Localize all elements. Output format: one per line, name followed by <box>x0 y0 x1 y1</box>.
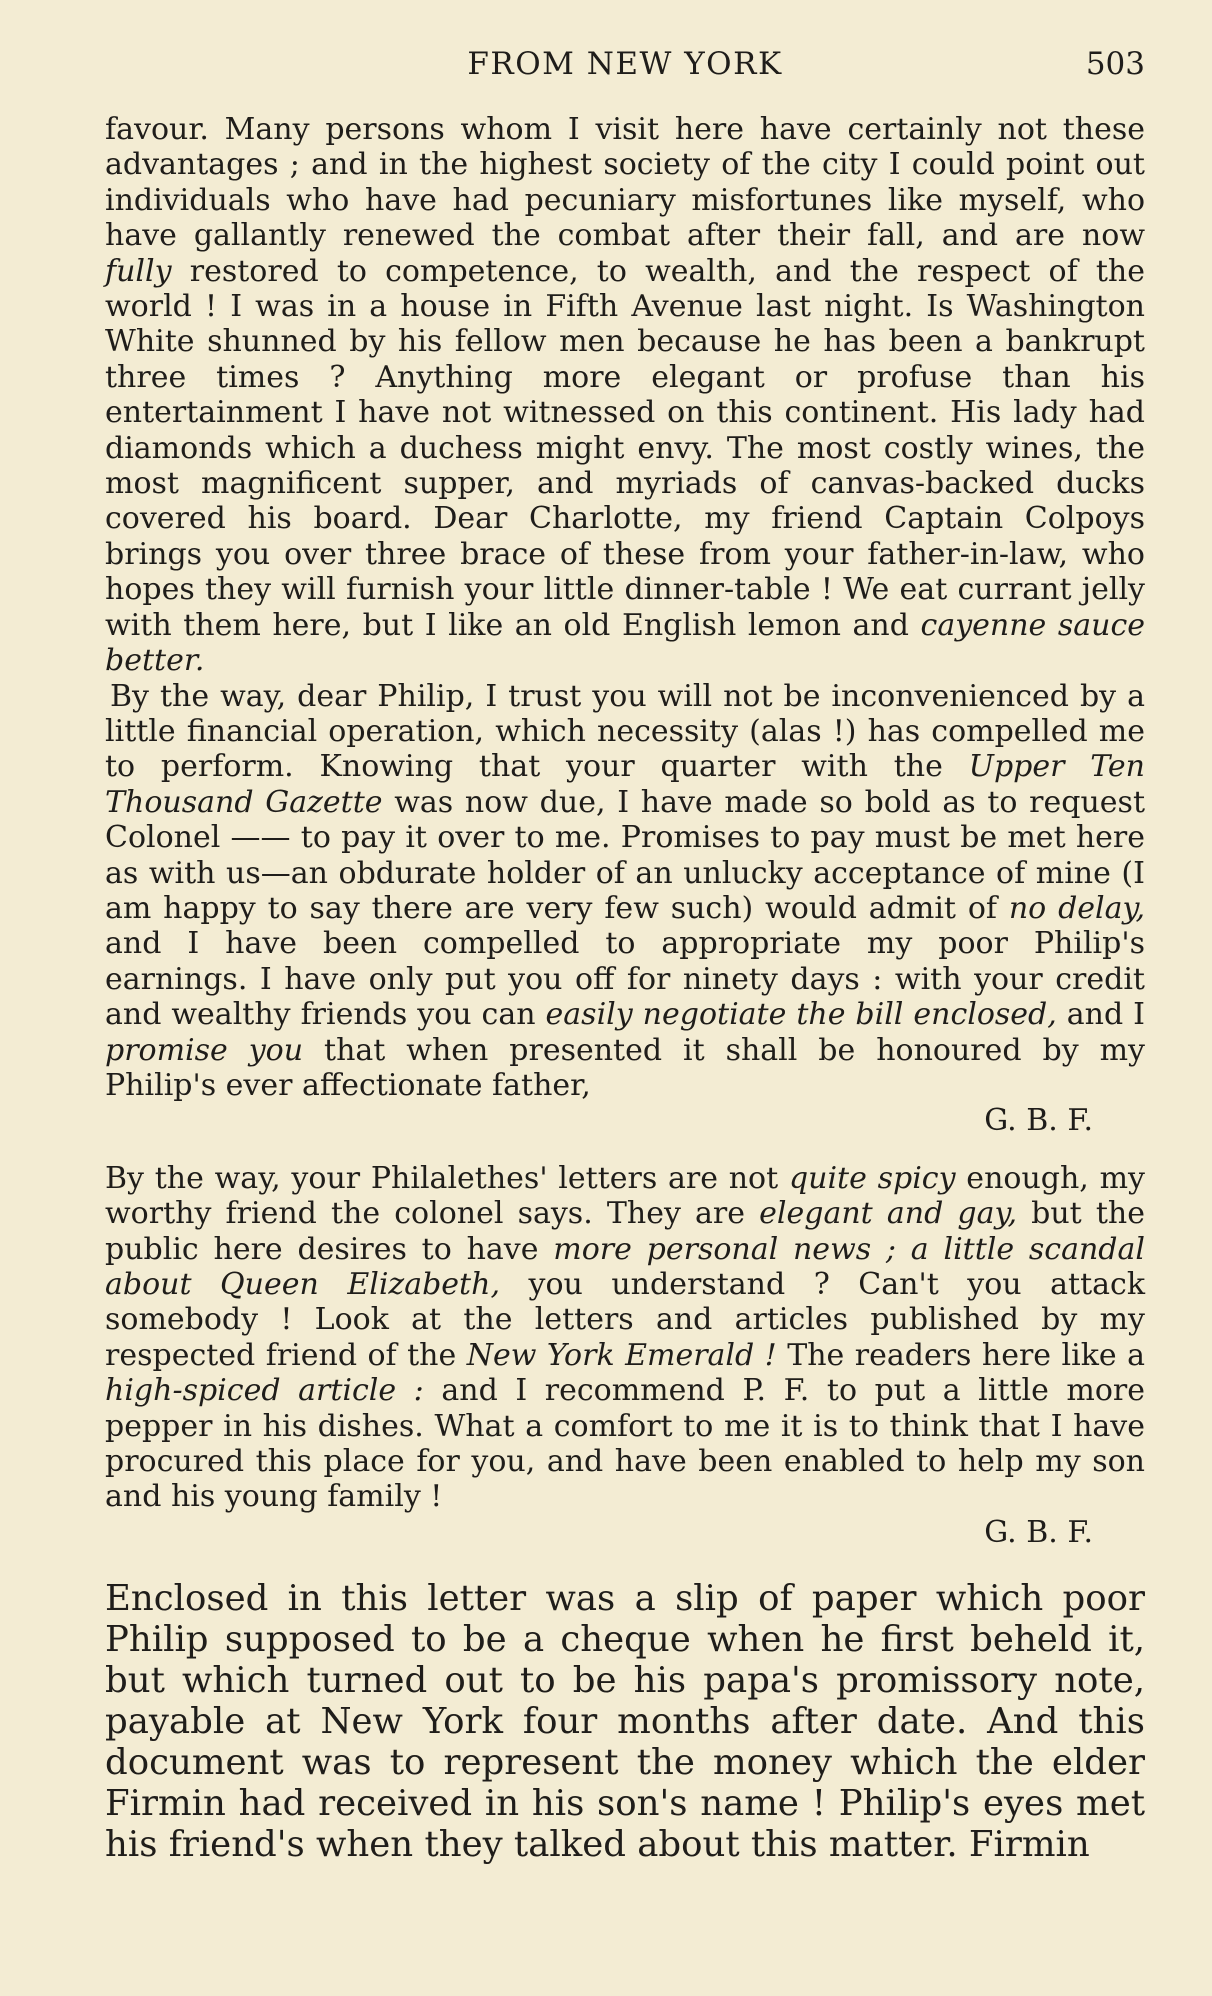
italic-text: elegant and gay, <box>759 1196 1017 1232</box>
postscript-paragraph <box>105 1161 1145 1515</box>
text-run: restored to competence, to wealth, and the respect of the world ! I was in a house in Fifth Avenue last night. Is Washington White shunned by his fellow men because he has been a bankrupt three times ? Anything more elegant or profuse than his entertainment I have not witnessed on this continent. His lady had diamonds which a duchess might envy. The most costly wines, the most magnificent supper, and myriads of canvas-backed ducks covered his board. Dear Charlotte, my friend Captain Colpoys brings you over three brace of these from your father-in-law, who hopes they will furnish your little dinner-table ! We eat currant jelly with them here, but I like an old English lemon and <box>105 253 1145 643</box>
italic-text: promise you <box>105 1032 304 1068</box>
postscript-signature: G. B. F. <box>984 1514 1093 1550</box>
running-title: FROM NEW YORK <box>467 46 783 82</box>
italic-text: easily negotiate the bill enclosed, <box>545 997 1057 1033</box>
text-run: but the public here desires to have <box>105 1196 1145 1267</box>
text-run: and I recommend P. F. to put a little more pepper in his dishes. What a comfort to me it is to think that I have procured this place for you, and have been enabled to help my son and his young family ! <box>105 1373 1145 1515</box>
running-head <box>105 38 1145 88</box>
italic-text: quite spicy <box>788 1160 956 1196</box>
italic-text: no delay, <box>1008 890 1146 926</box>
narrative-paragraph: Enclosed in this letter was a slip of paper which poor Philip supposed to be a cheque when he first beheld it, but which turned out to be his papa's promissory note, payable at New York four months after date. And this document was to represent the money which the elder Firmin had received in his son's name ! Philip's eyes met his friend's when they talked about this matter. Firmin <box>105 1578 1145 1865</box>
text-run: enough, my worthy friend the colonel says. They are <box>105 1160 1145 1232</box>
italic-text: Upper Ten Thousand Gazette <box>105 749 1146 820</box>
signature: G. B. F. <box>984 1103 1093 1139</box>
letter-body <box>105 112 1145 1550</box>
italic-text: high-spiced article : <box>105 1373 424 1409</box>
text-run: and I <box>1056 997 1145 1033</box>
text-run: and I have been compelled to appropriate my poor Philip's earnings. I have only put you off for ninety days : with your credit and wealthy friends you can <box>105 926 1145 1033</box>
letter-paragraph-1 <box>105 112 1145 679</box>
page-number: 503 <box>1085 46 1145 82</box>
text-run: you understand ? Can't you attack somebody ! Look at the letters and articles published by my respected friend of the <box>105 1267 1146 1373</box>
text-run: that when presented it shall be honoured by my Philip's ever affectionate father, <box>105 1032 1145 1103</box>
text-run: was now due, I have made so bold as to request Colonel —— to pay it over to me. Promises to pay must be met here as with us—an obdurate holder of an unlucky acceptance of mine (I am happy to say there are very few such) would admit of <box>105 784 1145 926</box>
italic-text: New York Emerald ! <box>466 1337 777 1373</box>
text-run: By the way, your Philalethes' letters are not <box>105 1160 789 1196</box>
text-run: By the way, dear Philip, I trust you will not be inconvenienced by a little financial operation, which necessity (alas !) has compelled me to perform. Knowing that your quarter with the <box>105 678 1145 785</box>
text-run: favour. Many persons whom I visit here have certainly not these advantages ; and in the highest society of the city I could point out individuals who have had pecuniary misfortunes like myself, who have gallantly renewed the combat after their fall, and are now <box>105 112 1145 254</box>
italic-text: cayenne sauce better. <box>105 607 1146 679</box>
text-run: The readers here like a <box>776 1337 1145 1373</box>
italic-text: more personal news ; a little scandal about Queen Elizabeth, <box>105 1231 1145 1302</box>
letter-paragraph-2 <box>105 679 1145 1104</box>
italic-text: fully <box>105 253 172 289</box>
